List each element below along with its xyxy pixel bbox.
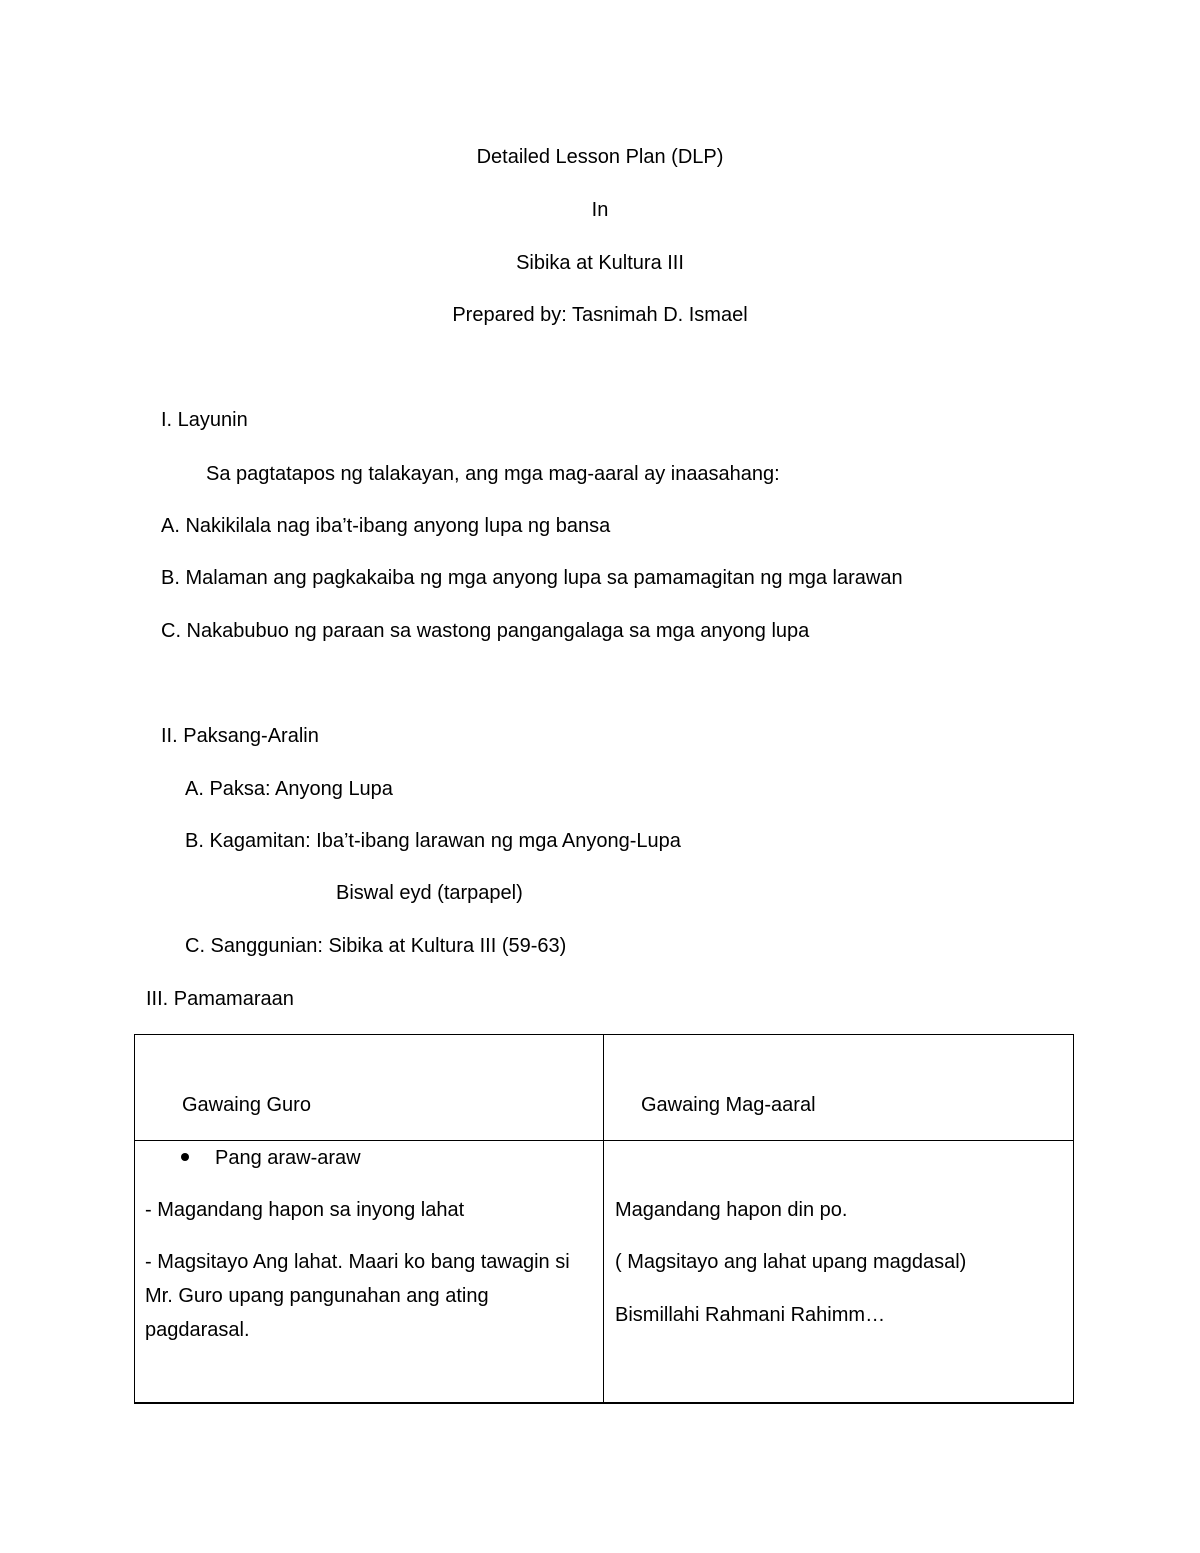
subject-topic: A. Paksa: Anyong Lupa [185, 778, 393, 800]
objectives-intro: Sa pagtatapos ng talakayan, ang mga mag-aaral ay inaasahang: [206, 463, 780, 485]
student-line-prayer: Bismillahi Rahmani Rahimm… [615, 1304, 886, 1326]
title-in: In [591, 199, 609, 221]
teacher-bullet-item: Pang araw-araw [215, 1147, 361, 1169]
procedure-heading: III. Pamamaraan [146, 988, 294, 1010]
prepared-by: Prepared by: Tasnimah D. Ismael [452, 304, 748, 326]
subject-matter-heading: II. Paksang-Aralin [161, 725, 319, 747]
table-header-teacher: Gawaing Guro [182, 1094, 311, 1116]
subject-reference: C. Sanggunian: Sibika at Kultura III (59-63) [185, 935, 567, 957]
table-header-student: Gawaing Mag-aaral [641, 1094, 816, 1116]
table-header-divider [134, 1140, 1074, 1141]
student-line-stand: ( Magsitayo ang lahat upang magdasal) [615, 1251, 967, 1273]
teacher-line-prayer: - Magsitayo Ang lahat. Maari ko bang tawagin si Mr. Guro upang pangunahan ang ating pagdarasal. [145, 1251, 570, 1341]
objective-b: B. Malaman ang pagkakaiba ng mga anyong lupa sa pamamagitan ng mga larawan [161, 567, 903, 589]
subject-title: Sibika at Kultura III [516, 252, 684, 274]
objective-c: C. Nakabubuo ng paraan sa wastong pangangalaga sa mga anyong lupa [161, 620, 810, 642]
teacher-line-greeting: - Magandang hapon sa inyong lahat [145, 1199, 465, 1221]
subject-materials: B. Kagamitan: Iba’t-ibang larawan ng mga Anyong-Lupa [185, 830, 681, 852]
subject-materials-extra: Biswal eyd (tarpapel) [336, 882, 523, 904]
student-line-greeting: Magandang hapon din po. [615, 1199, 848, 1221]
document-title: Detailed Lesson Plan (DLP) [476, 146, 724, 168]
table-column-divider [603, 1034, 604, 1404]
objective-a: A. Nakikilala nag iba’t-ibang anyong lupa ng bansa [161, 515, 611, 537]
objectives-heading: I. Layunin [161, 409, 248, 431]
bullet-icon [181, 1153, 189, 1161]
